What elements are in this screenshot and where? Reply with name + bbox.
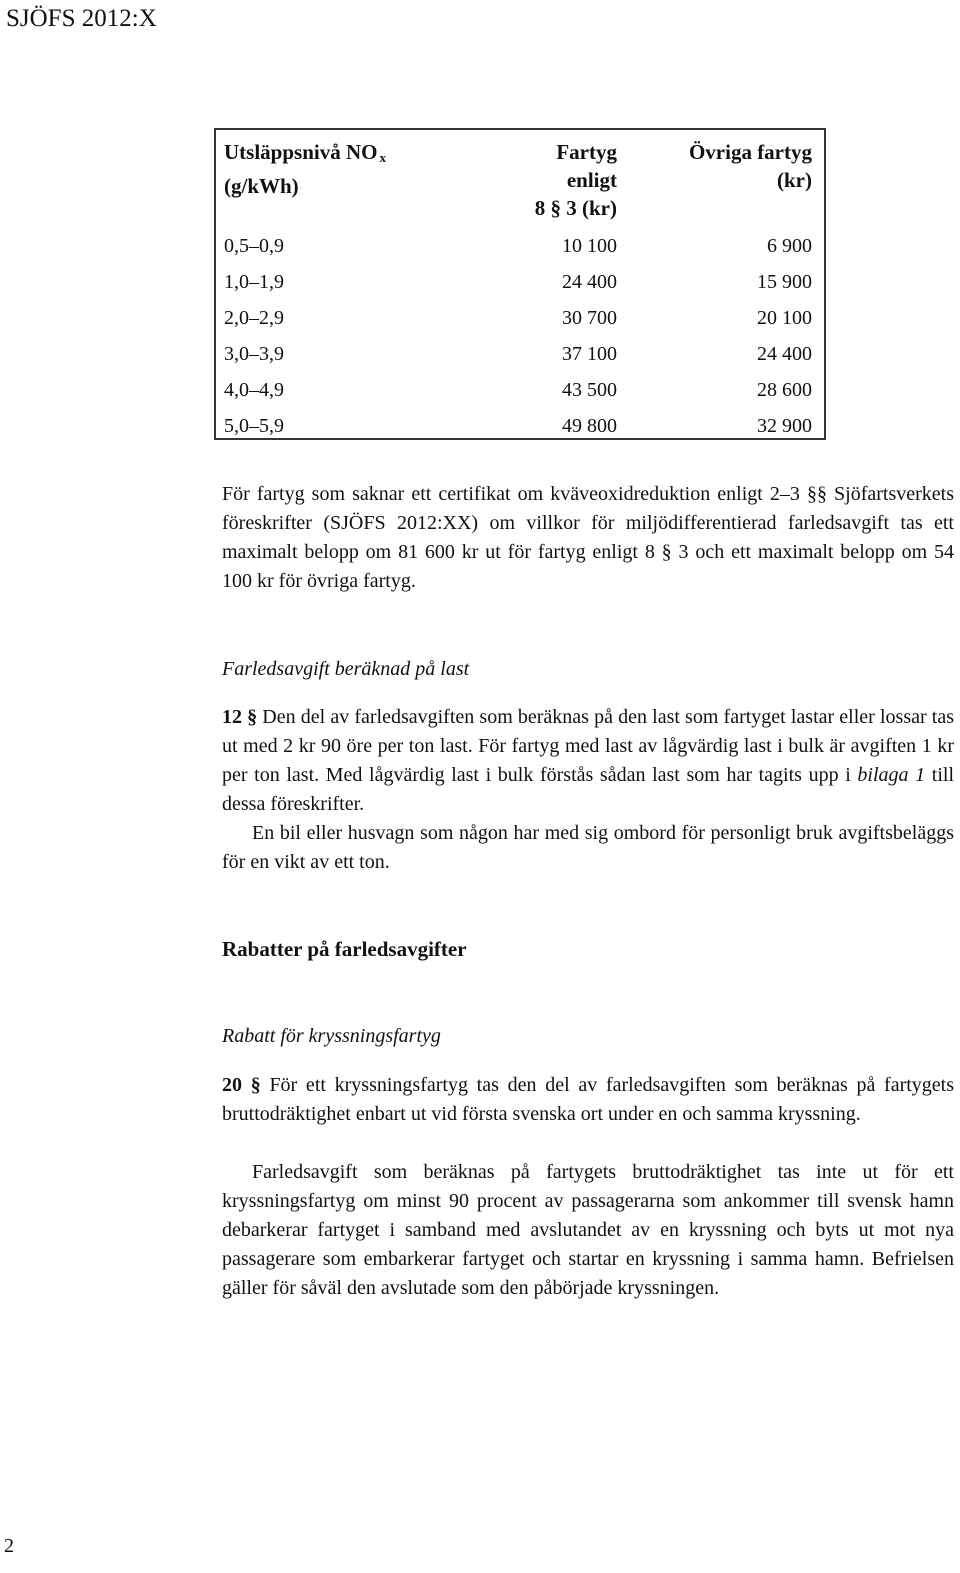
section-heading-discounts: Rabatter på farledsavgifter [222,937,467,961]
section-heading-cargo: Farledsavgift beräknad på last [222,658,470,680]
paragraph-number: 12 § [222,706,258,728]
table-row: 3,0–3,9 37 100 24 400 [224,343,812,365]
subheading-cruise-discount: Rabatt för kryssningsfartyg [222,1025,441,1047]
table-row: 1,0–1,9 24 400 15 900 [224,271,812,293]
table-row: 2,0–2,9 30 700 20 100 [224,307,812,329]
header-other-vessels: Övriga fartyg (kr) [688,140,812,192]
paragraph-certificate: För fartyg som saknar ett certifikat om kväveoxidreduktion enligt 2–3 §§ Sjöfartsverkets föreskrifter (SJÖFS 2012:XX) om villkor för miljödifferentierad farledsavgift tas ett maximalt belopp om 81 600 kr ut för fartyg enligt 8 § 3 och ett maximalt belopp om 54 100 kr för övriga fartyg. [222,483,954,592]
table-row: 4,0–4,9 43 500 28 600 [224,379,812,401]
header-emission-level: Utsläppsnivå NO $_x$ (g/kWh) [224,140,386,198]
paragraph-12-second: En bil eller husvagn som någon har med sig ombord för personligt bruk avgiftsbeläggs för en vikt av ett ton. [222,822,954,873]
paragraph-number: 20 § [222,1074,261,1096]
paragraph-20-second: Farledsavgift som beräknas på fartygets bruttodräktighet tas inte ut för ett kryssningsfartyg om minst 90 procent av passagerarna som ankommer till svensk hamn debarkerar fartyget i samband med avslutandet av en kryssning och byts ut mot nya passagerare som embarkerar fartyget och startar en kryssning i samma hamn. Befrielsen gäller för såväl den avslutade som den påbörjade kryssningen. [222,1161,954,1299]
header-vessels-8-3: Fartyg enligt 8 § 3 (kr) [534,140,617,220]
table-header-row [216,138,824,228]
paragraph-20: 20 § För ett kryssningsfartyg tas den del av farledsavgiften som beräknas på fartygets bruttodräktighet enbart ut vid första svenska ort under en och samma kryssning. [222,1074,955,1125]
nox-fee-table [214,128,826,440]
table-row: 0,5–0,9 10 100 6 900 [224,235,812,257]
page-number: 2 [4,1535,14,1557]
table-row: 5,0–5,9 49 800 32 900 [224,415,812,437]
paragraph-12: 12 § Den del av farledsavgiften som beräknas på den last som fartyget lastar eller lossar tas ut med 2 kr 90 öre per ton last. För fartyg med last av lågvärdig last i bulk är avgiften 1 kr per ton last. Med lågvärdig last i bulk förstås sådan last som har tagits upp i bilaga 1 till dessa föreskrifter. [222,706,955,815]
document-header: SJÖFS 2012:X [6,5,157,32]
